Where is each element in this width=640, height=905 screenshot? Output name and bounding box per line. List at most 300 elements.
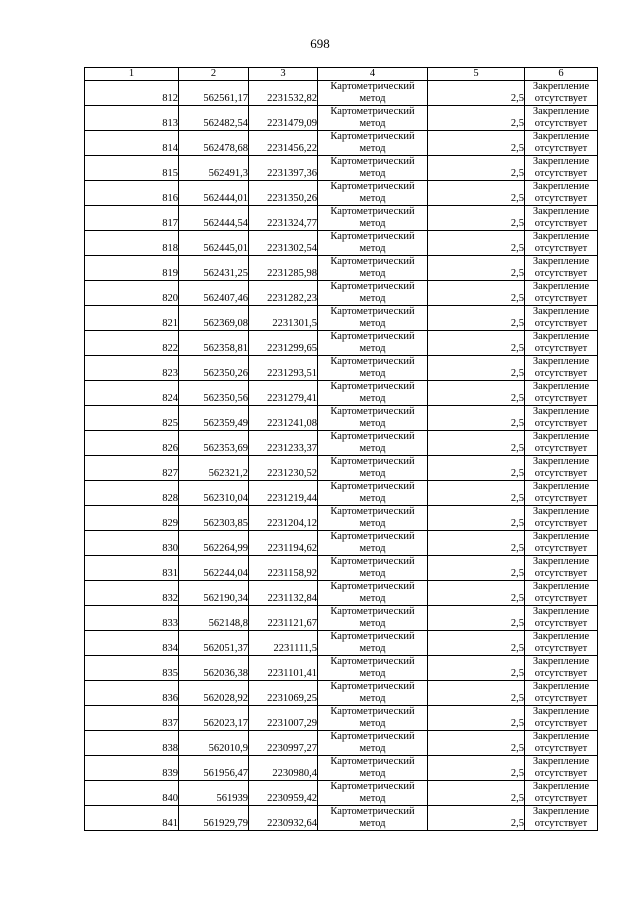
table-row	[85, 606, 598, 631]
fixation-line: Закрепление	[532, 381, 590, 392]
fixation-cell	[525, 231, 598, 256]
fixation-cell	[525, 181, 598, 206]
point-number: 819	[85, 256, 179, 281]
fixation-cell	[525, 431, 598, 456]
table-row	[85, 81, 598, 106]
table-body	[85, 81, 598, 831]
method-line: метод	[359, 218, 386, 229]
coord-x: 562303,85	[179, 506, 249, 531]
method-line: метод	[359, 168, 386, 179]
fixation-line: Закрепление	[532, 581, 590, 592]
method-cell	[318, 231, 428, 256]
error-value: 2,5	[428, 281, 525, 306]
error-value: 2,5	[428, 631, 525, 656]
coord-y: 2231111,5	[249, 631, 318, 656]
fixation-line: Закрепление	[532, 606, 590, 617]
table-row	[85, 306, 598, 331]
method-line: Картометрический	[330, 131, 415, 142]
fixation-cell	[525, 206, 598, 231]
method-line: Картометрический	[330, 756, 415, 767]
point-number: 838	[85, 731, 179, 756]
method-line: метод	[359, 618, 386, 629]
method-line: метод	[359, 268, 386, 279]
point-number: 824	[85, 381, 179, 406]
method-cell	[318, 106, 428, 131]
point-number: 830	[85, 531, 179, 556]
error-value: 2,5	[428, 231, 525, 256]
fixation-line: отсутствует	[534, 168, 588, 179]
fixation-cell	[525, 706, 598, 731]
point-number: 815	[85, 156, 179, 181]
method-cell	[318, 756, 428, 781]
error-value: 2,5	[428, 356, 525, 381]
error-value: 2,5	[428, 331, 525, 356]
point-number: 813	[85, 106, 179, 131]
coord-y: 2231069,25	[249, 681, 318, 706]
method-line: Картометрический	[330, 481, 415, 492]
method-line: Картометрический	[330, 81, 415, 92]
error-value: 2,5	[428, 731, 525, 756]
table-row	[85, 581, 598, 606]
table-row	[85, 481, 598, 506]
method-cell	[318, 256, 428, 281]
table-row	[85, 406, 598, 431]
method-cell	[318, 406, 428, 431]
fixation-line: отсутствует	[534, 93, 588, 104]
fixation-cell	[525, 481, 598, 506]
error-value: 2,5	[428, 431, 525, 456]
fixation-cell	[525, 131, 598, 156]
method-line: метод	[359, 668, 386, 679]
fixation-cell	[525, 631, 598, 656]
column-header: 3	[249, 68, 318, 81]
method-cell	[318, 806, 428, 831]
point-number: 829	[85, 506, 179, 531]
method-cell	[318, 331, 428, 356]
coord-y: 2231301,5	[249, 306, 318, 331]
method-line: метод	[359, 118, 386, 129]
method-line: метод	[359, 818, 386, 829]
point-number: 817	[85, 206, 179, 231]
fixation-line: Закрепление	[532, 331, 590, 342]
fixation-line: отсутствует	[534, 668, 588, 679]
table-row	[85, 731, 598, 756]
table-row	[85, 331, 598, 356]
fixation-line: отсутствует	[534, 393, 588, 404]
point-number: 827	[85, 456, 179, 481]
fixation-line: отсутствует	[534, 793, 588, 804]
method-line: Картометрический	[330, 331, 415, 342]
coord-y: 2231101,41	[249, 656, 318, 681]
error-value: 2,5	[428, 556, 525, 581]
method-cell	[318, 206, 428, 231]
coord-x: 562445,01	[179, 231, 249, 256]
error-value: 2,5	[428, 806, 525, 831]
fixation-cell	[525, 606, 598, 631]
coord-y: 2230980,4	[249, 756, 318, 781]
error-value: 2,5	[428, 706, 525, 731]
fixation-cell	[525, 756, 598, 781]
coord-x: 562244,04	[179, 556, 249, 581]
coord-y: 2230959,42	[249, 781, 318, 806]
coord-y: 2231219,44	[249, 481, 318, 506]
fixation-line: отсутствует	[534, 218, 588, 229]
coord-x: 562028,92	[179, 681, 249, 706]
method-cell	[318, 781, 428, 806]
method-line: Картометрический	[330, 806, 415, 817]
method-line: Картометрический	[330, 731, 415, 742]
method-line: Картометрический	[330, 306, 415, 317]
table-row	[85, 256, 598, 281]
coord-y: 2231282,23	[249, 281, 318, 306]
fixation-cell	[525, 556, 598, 581]
error-value: 2,5	[428, 81, 525, 106]
method-cell	[318, 631, 428, 656]
point-number: 831	[85, 556, 179, 581]
fixation-line: Закрепление	[532, 806, 590, 817]
method-cell	[318, 531, 428, 556]
coord-x: 562407,46	[179, 281, 249, 306]
fixation-line: Закрепление	[532, 781, 590, 792]
error-value: 2,5	[428, 306, 525, 331]
fixation-line: отсутствует	[534, 343, 588, 354]
coord-x: 562359,49	[179, 406, 249, 431]
coord-x: 561929,79	[179, 806, 249, 831]
coord-y: 2231532,82	[249, 81, 318, 106]
fixation-line: отсутствует	[534, 143, 588, 154]
coord-y: 2230997,27	[249, 731, 318, 756]
error-value: 2,5	[428, 656, 525, 681]
error-value: 2,5	[428, 381, 525, 406]
point-number: 839	[85, 756, 179, 781]
method-line: метод	[359, 418, 386, 429]
method-line: метод	[359, 543, 386, 554]
error-value: 2,5	[428, 481, 525, 506]
error-value: 2,5	[428, 606, 525, 631]
coord-x: 562478,68	[179, 131, 249, 156]
method-line: Картометрический	[330, 681, 415, 692]
method-line: Картометрический	[330, 781, 415, 792]
fixation-line: Закрепление	[532, 481, 590, 492]
method-cell	[318, 281, 428, 306]
method-line: метод	[359, 468, 386, 479]
point-number: 828	[85, 481, 179, 506]
fixation-line: Закрепление	[532, 456, 590, 467]
table-row	[85, 281, 598, 306]
error-value: 2,5	[428, 756, 525, 781]
coord-y: 2231158,92	[249, 556, 318, 581]
column-header: 5	[428, 68, 525, 81]
method-cell	[318, 731, 428, 756]
method-line: метод	[359, 93, 386, 104]
method-line: Картометрический	[330, 181, 415, 192]
fixation-cell	[525, 106, 598, 131]
coord-y: 2230932,64	[249, 806, 318, 831]
error-value: 2,5	[428, 456, 525, 481]
error-value: 2,5	[428, 681, 525, 706]
fixation-line: отсутствует	[534, 568, 588, 579]
method-line: Картометрический	[330, 356, 415, 367]
coord-x: 562036,38	[179, 656, 249, 681]
table-row	[85, 456, 598, 481]
method-line: Картометрический	[330, 631, 415, 642]
method-cell	[318, 131, 428, 156]
fixation-line: Закрепление	[532, 531, 590, 542]
point-number: 832	[85, 581, 179, 606]
fixation-line: Закрепление	[532, 506, 590, 517]
fixation-line: отсутствует	[534, 543, 588, 554]
coord-x: 562051,37	[179, 631, 249, 656]
method-line: метод	[359, 743, 386, 754]
method-cell	[318, 431, 428, 456]
method-line: Картометрический	[330, 606, 415, 617]
table-row	[85, 706, 598, 731]
fixation-line: Закрепление	[532, 106, 590, 117]
coord-x: 562491,3	[179, 156, 249, 181]
method-line: метод	[359, 768, 386, 779]
fixation-line: отсутствует	[534, 743, 588, 754]
coord-x: 562148,8	[179, 606, 249, 631]
fixation-cell	[525, 306, 598, 331]
fixation-line: Закрепление	[532, 356, 590, 367]
coord-y: 2231397,36	[249, 156, 318, 181]
point-number: 825	[85, 406, 179, 431]
column-header: 6	[525, 68, 598, 81]
coord-x: 562431,25	[179, 256, 249, 281]
error-value: 2,5	[428, 131, 525, 156]
table-row	[85, 781, 598, 806]
coord-y: 2231324,77	[249, 206, 318, 231]
fixation-line: отсутствует	[534, 418, 588, 429]
fixation-line: отсутствует	[534, 768, 588, 779]
fixation-line: отсутствует	[534, 618, 588, 629]
fixation-line: отсутствует	[534, 518, 588, 529]
fixation-line: Закрепление	[532, 756, 590, 767]
coord-x: 562444,54	[179, 206, 249, 231]
fixation-cell	[525, 381, 598, 406]
point-number: 835	[85, 656, 179, 681]
method-cell	[318, 656, 428, 681]
method-cell	[318, 606, 428, 631]
method-line: метод	[359, 443, 386, 454]
table-row	[85, 531, 598, 556]
fixation-cell	[525, 531, 598, 556]
method-line: метод	[359, 368, 386, 379]
coord-x: 562010,9	[179, 731, 249, 756]
coord-x: 562482,54	[179, 106, 249, 131]
point-number: 816	[85, 181, 179, 206]
table-row	[85, 631, 598, 656]
coord-x: 562023,17	[179, 706, 249, 731]
fixation-line: Закрепление	[532, 681, 590, 692]
method-line: Картометрический	[330, 656, 415, 667]
fixation-line: Закрепление	[532, 706, 590, 717]
table-row	[85, 206, 598, 231]
method-line: Картометрический	[330, 256, 415, 267]
error-value: 2,5	[428, 506, 525, 531]
error-value: 2,5	[428, 581, 525, 606]
point-number: 841	[85, 806, 179, 831]
fixation-cell	[525, 581, 598, 606]
table-row	[85, 231, 598, 256]
fixation-line: Закрепление	[532, 156, 590, 167]
point-number: 823	[85, 356, 179, 381]
fixation-line: отсутствует	[534, 368, 588, 379]
method-line: метод	[359, 143, 386, 154]
method-line: Картометрический	[330, 556, 415, 567]
fixation-cell	[525, 356, 598, 381]
page-number: 698	[310, 36, 330, 51]
table-row	[85, 381, 598, 406]
fixation-cell	[525, 806, 598, 831]
method-line: метод	[359, 343, 386, 354]
fixation-line: Закрепление	[532, 556, 590, 567]
coord-y: 2231233,37	[249, 431, 318, 456]
coord-y: 2231285,98	[249, 256, 318, 281]
table-row	[85, 506, 598, 531]
coord-x: 562350,56	[179, 381, 249, 406]
method-line: Картометрический	[330, 106, 415, 117]
fixation-line: Закрепление	[532, 656, 590, 667]
fixation-line: Закрепление	[532, 256, 590, 267]
fixation-cell	[525, 681, 598, 706]
coord-x: 562190,34	[179, 581, 249, 606]
method-line: Картометрический	[330, 456, 415, 467]
method-cell	[318, 356, 428, 381]
coord-x: 562369,08	[179, 306, 249, 331]
method-cell	[318, 81, 428, 106]
error-value: 2,5	[428, 781, 525, 806]
fixation-line: отсутствует	[534, 268, 588, 279]
method-cell	[318, 381, 428, 406]
method-cell	[318, 481, 428, 506]
coord-y: 2231204,12	[249, 506, 318, 531]
fixation-cell	[525, 331, 598, 356]
error-value: 2,5	[428, 156, 525, 181]
method-cell	[318, 181, 428, 206]
fixation-cell	[525, 406, 598, 431]
column-header: 2	[179, 68, 249, 81]
table-row	[85, 181, 598, 206]
method-cell	[318, 706, 428, 731]
method-line: метод	[359, 593, 386, 604]
fixation-line: отсутствует	[534, 443, 588, 454]
fixation-cell	[525, 156, 598, 181]
table-row	[85, 556, 598, 581]
fixation-line: Закрепление	[532, 131, 590, 142]
fixation-cell	[525, 281, 598, 306]
point-number: 833	[85, 606, 179, 631]
fixation-line: отсутствует	[534, 693, 588, 704]
fixation-line: Закрепление	[532, 306, 590, 317]
fixation-cell	[525, 81, 598, 106]
table-row	[85, 431, 598, 456]
method-line: метод	[359, 318, 386, 329]
coord-y: 2231121,67	[249, 606, 318, 631]
method-cell	[318, 306, 428, 331]
table-row	[85, 681, 598, 706]
point-number: 820	[85, 281, 179, 306]
fixation-line: отсутствует	[534, 293, 588, 304]
method-line: метод	[359, 493, 386, 504]
fixation-line: отсутствует	[534, 468, 588, 479]
coord-y: 2231230,52	[249, 456, 318, 481]
method-line: Картометрический	[330, 281, 415, 292]
method-line: Картометрический	[330, 706, 415, 717]
table-header-row	[85, 68, 598, 81]
fixation-line: Закрепление	[532, 431, 590, 442]
fixation-line: Закрепление	[532, 731, 590, 742]
method-line: метод	[359, 718, 386, 729]
method-line: Картометрический	[330, 231, 415, 242]
error-value: 2,5	[428, 406, 525, 431]
coord-y: 2231241,08	[249, 406, 318, 431]
method-line: метод	[359, 193, 386, 204]
fixation-cell	[525, 656, 598, 681]
table-row	[85, 806, 598, 831]
error-value: 2,5	[428, 106, 525, 131]
fixation-line: Закрепление	[532, 231, 590, 242]
fixation-line: Закрепление	[532, 181, 590, 192]
point-number: 837	[85, 706, 179, 731]
table-row	[85, 756, 598, 781]
coord-y: 2231293,51	[249, 356, 318, 381]
error-value: 2,5	[428, 206, 525, 231]
fixation-line: отсутствует	[534, 643, 588, 654]
fixation-line: Закрепление	[532, 206, 590, 217]
method-cell	[318, 156, 428, 181]
method-line: Картометрический	[330, 506, 415, 517]
method-line: Картометрический	[330, 531, 415, 542]
point-number: 822	[85, 331, 179, 356]
coordinates-table	[84, 67, 598, 831]
fixation-line: отсутствует	[534, 818, 588, 829]
point-number: 836	[85, 681, 179, 706]
point-number: 826	[85, 431, 179, 456]
point-number: 834	[85, 631, 179, 656]
point-number: 812	[85, 81, 179, 106]
method-line: метод	[359, 518, 386, 529]
fixation-line: Закрепление	[532, 281, 590, 292]
fixation-line: отсутствует	[534, 318, 588, 329]
coord-x: 562264,99	[179, 531, 249, 556]
coord-x: 561939	[179, 781, 249, 806]
method-line: метод	[359, 568, 386, 579]
method-cell	[318, 506, 428, 531]
method-line: метод	[359, 393, 386, 404]
coord-y: 2231279,41	[249, 381, 318, 406]
coord-y: 2231132,84	[249, 581, 318, 606]
table-row	[85, 156, 598, 181]
method-line: Картометрический	[330, 381, 415, 392]
method-line: Картометрический	[330, 206, 415, 217]
fixation-cell	[525, 781, 598, 806]
fixation-line: отсутствует	[534, 593, 588, 604]
fixation-line: отсутствует	[534, 493, 588, 504]
coord-x: 562353,69	[179, 431, 249, 456]
fixation-cell	[525, 731, 598, 756]
column-header: 1	[85, 68, 179, 81]
coord-x: 562358,81	[179, 331, 249, 356]
fixation-cell	[525, 506, 598, 531]
fixation-line: отсутствует	[534, 243, 588, 254]
fixation-line: Закрепление	[532, 81, 590, 92]
table-row	[85, 656, 598, 681]
table-row	[85, 106, 598, 131]
method-cell	[318, 456, 428, 481]
fixation-line: Закрепление	[532, 631, 590, 642]
coord-y: 2231194,62	[249, 531, 318, 556]
